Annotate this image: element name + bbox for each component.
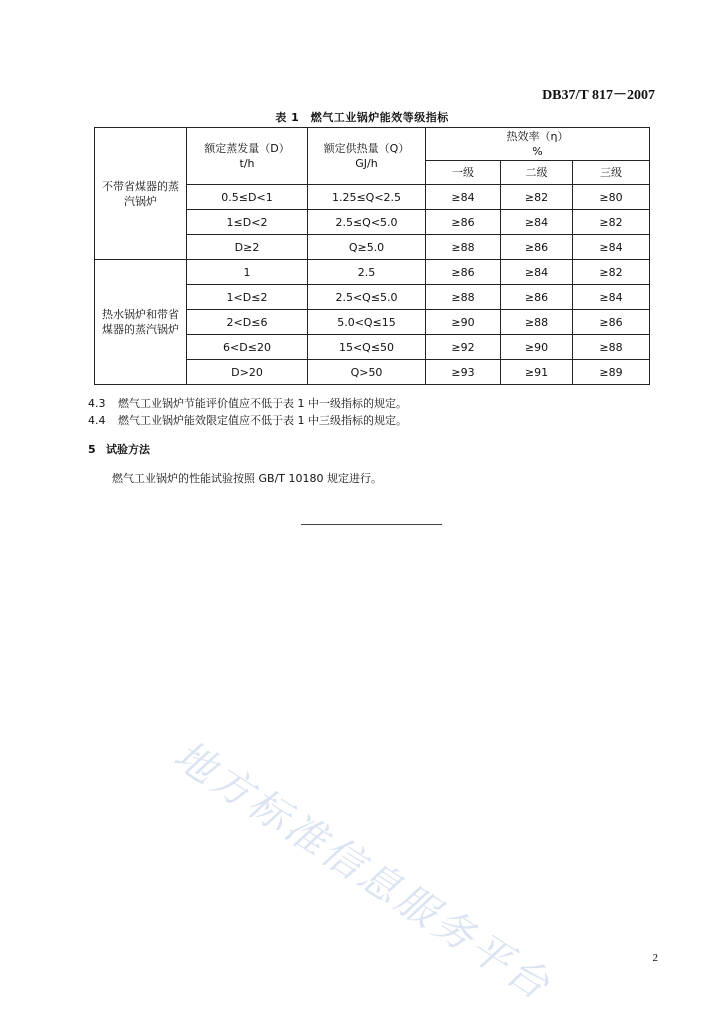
- table-title: 表 1 燃气工业锅炉能效等级指标: [275, 111, 449, 124]
- clause-text: 燃气工业锅炉节能评价值应不低于表 1 中一级指标的规定。: [118, 397, 407, 410]
- header-thermal-efficiency: [426, 128, 650, 161]
- end-rule: [301, 524, 442, 525]
- cell-grade-3: ≥89: [573, 360, 650, 385]
- table-row: [95, 260, 650, 285]
- cell-steam: 6<D≤20: [187, 335, 308, 360]
- cell-grade-2: ≥90: [501, 335, 573, 360]
- cell-grade-2: ≥84: [501, 210, 573, 235]
- cell-grade-1: ≥88: [426, 235, 501, 260]
- cell-steam: 1≤D<2: [187, 210, 308, 235]
- cell-grade-3: ≥80: [573, 185, 650, 210]
- section-number: 5: [88, 443, 96, 456]
- cell-grade-3: ≥88: [573, 335, 650, 360]
- efficiency-grade-table: [94, 127, 650, 385]
- cell-heat: 2.5<Q≤5.0: [308, 285, 426, 310]
- clause-text: 燃气工业锅炉能效限定值应不低于表 1 中三级指标的规定。: [118, 414, 407, 427]
- cell-grade-2: ≥82: [501, 185, 573, 210]
- clause-number: 4.4: [88, 414, 106, 427]
- cell-grade-3: ≥86: [573, 310, 650, 335]
- header-unit: t/h: [239, 157, 255, 170]
- cell-grade-1: ≥88: [426, 285, 501, 310]
- header-unit: %: [532, 145, 543, 158]
- cell-heat: 2.5: [308, 260, 426, 285]
- clause-4-4: [88, 412, 407, 428]
- cell-heat: Q≥5.0: [308, 235, 426, 260]
- cell-steam: 2<D≤6: [187, 310, 308, 335]
- cell-grade-1: ≥90: [426, 310, 501, 335]
- header-unit: GJ/h: [355, 157, 378, 170]
- cell-heat: 5.0<Q≤15: [308, 310, 426, 335]
- header-heat-capacity: [308, 128, 426, 185]
- clause-number: 4.3: [88, 397, 106, 410]
- cell-grade-1: ≥93: [426, 360, 501, 385]
- header-grade-2: 二级: [501, 161, 573, 185]
- cell-steam: 1<D≤2: [187, 285, 308, 310]
- cell-steam: D≥2: [187, 235, 308, 260]
- cell-grade-2: ≥84: [501, 260, 573, 285]
- cell-heat: 1.25≤Q<2.5: [308, 185, 426, 210]
- group-label-cell: [95, 260, 187, 385]
- cell-steam: 1: [187, 260, 308, 285]
- watermark: 地方标准信息服务平台: [165, 732, 560, 1011]
- cell-grade-2: ≥86: [501, 235, 573, 260]
- group-label: 热水锅炉和带省煤器的蒸汽锅炉: [102, 308, 179, 336]
- section-body: 燃气工业锅炉的性能试验按照 GB/T 10180 规定进行。: [112, 472, 382, 485]
- cell-steam: D>20: [187, 360, 308, 385]
- cell-heat: Q>50: [308, 360, 426, 385]
- cell-grade-3: ≥82: [573, 210, 650, 235]
- cell-grade-1: ≥86: [426, 210, 501, 235]
- section-title: 试验方法: [106, 443, 150, 456]
- header-grade-1: 一级: [426, 161, 501, 185]
- cell-heat: 15<Q≤50: [308, 335, 426, 360]
- cell-heat: 2.5≤Q<5.0: [308, 210, 426, 235]
- header-label: 额定供热量（Q）: [323, 142, 410, 155]
- cell-grade-3: ≥84: [573, 235, 650, 260]
- cell-steam: 0.5≤D<1: [187, 185, 308, 210]
- clause-4-3: [88, 395, 407, 411]
- header-label: 热效率（η）: [506, 130, 569, 143]
- cell-grade-1: ≥92: [426, 335, 501, 360]
- cell-grade-1: ≥86: [426, 260, 501, 285]
- cell-grade-2: ≥86: [501, 285, 573, 310]
- table-header-row: [95, 128, 650, 161]
- cell-grade-3: ≥84: [573, 285, 650, 310]
- group-label: 不带省煤器的蒸汽锅炉: [102, 179, 179, 208]
- cell-grade-3: ≥82: [573, 260, 650, 285]
- section-heading: [88, 441, 150, 457]
- header-label: 额定蒸发量（D）: [204, 142, 290, 155]
- header-grade-3: 三级: [573, 161, 650, 185]
- document-code: DB37/T 817－2007: [542, 88, 655, 103]
- cell-grade-1: ≥84: [426, 185, 501, 210]
- group-label-cell: [95, 128, 187, 260]
- page-number: 2: [652, 952, 658, 964]
- cell-grade-2: ≥88: [501, 310, 573, 335]
- cell-grade-2: ≥91: [501, 360, 573, 385]
- header-steam-capacity: [187, 128, 308, 185]
